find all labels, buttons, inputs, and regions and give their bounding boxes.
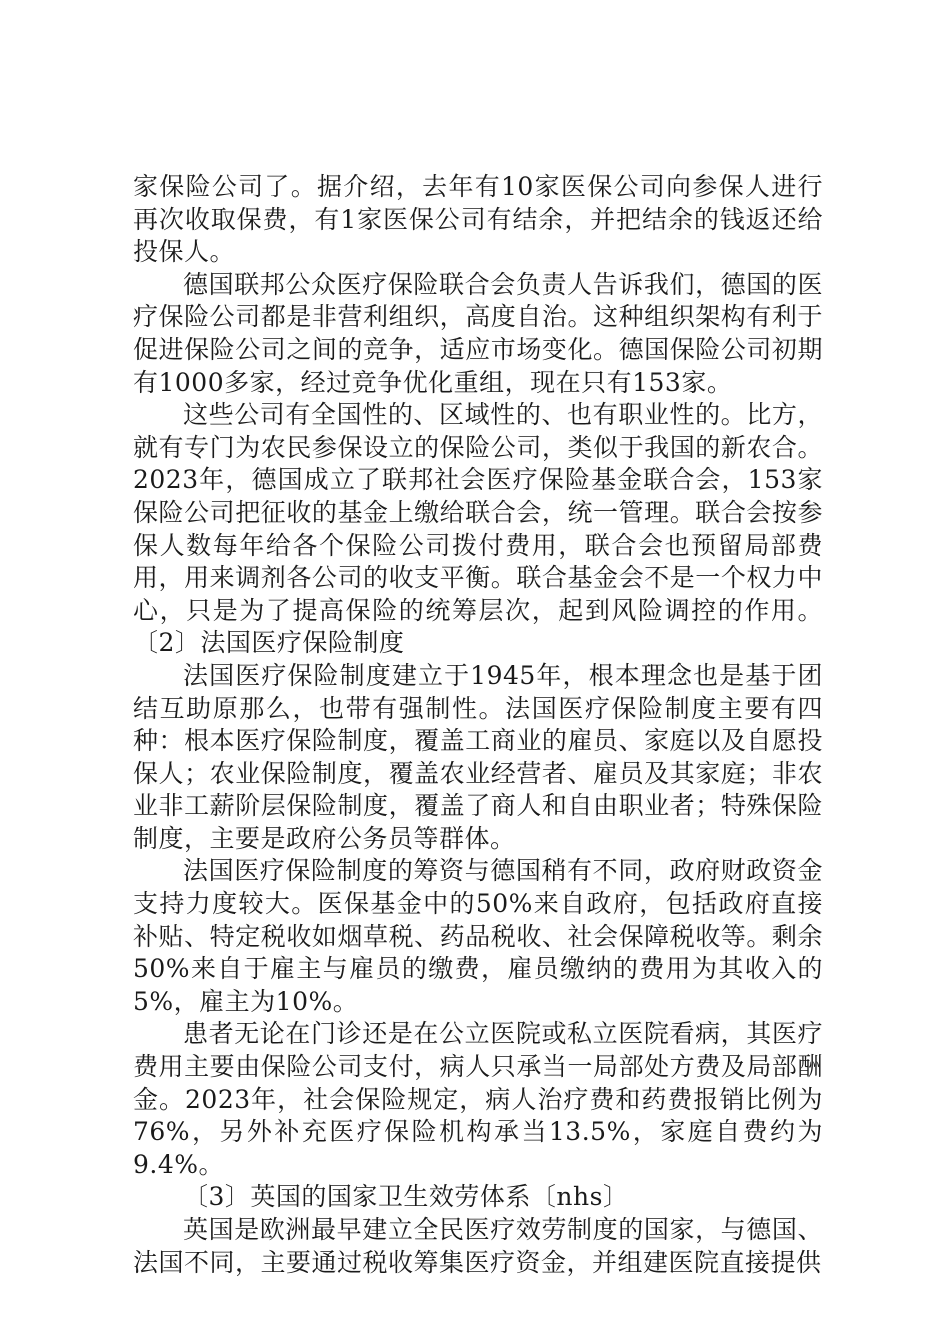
paragraph-german-insurers-types: 这些公司有全国性的、区域性的、也有职业性的。比方，就有专门为农民参保设立的保险公司，类似于我国的新农合。2023年，德国成立了联邦社会医疗保险基金联合会，153家保险公司把征收的基金上缴给联合会，统一管理。联合会按参保人数每年给各个保险公司拨付费用，联合会也预留局部费用，用来调剂各公司的收支平衡。联合基金会不是一个权力中心，只是为了提高保险的统筹层次，起到风险调控的作用。〔2〕法国医疗保险制度 (133, 400, 823, 658)
paragraph-french-financing: 法国医疗保险制度的筹资与德国稍有不同，政府财政资金支持力度较大。医保基金中的50%来自政府，包括政府直接补贴、特定税收如烟草税、药品税收、社会保障税收等。剩余50%来自于雇主与雇员的缴费，雇员缴纳的费用为其收入的5%，雇主为10%。 (133, 856, 823, 1016)
paragraph-french-system: 法国医疗保险制度建立于1945年，根本理念也是基于团结互助原那么，也带有强制性。法国医疗保险制度主要有四种：根本医疗保险制度，覆盖工商业的雇员、家庭以及自愿投保人；农业保险制度，覆盖农业经营者、雇员及其家庭；非农业非工薪阶层保险制度，覆盖了商人和自由职业者；特殊保险制度，主要是政府公务员等群体。 (133, 660, 823, 853)
paragraph-german-insurers-autonomy: 德国联邦公众医疗保险联合会负责人告诉我们，德国的医疗保险公司都是非营利组织，高度自治。这种组织架构有利于促进保险公司之间的竞争，适应市场变化。德国保险公司初期有1000多家，经过竞争优化重组，现在只有153家。 (133, 269, 823, 397)
paragraph-uk-nhs: 英国是欧洲最早建立全民医疗效劳制度的国家，与德国、法国不同，主要通过税收筹集医疗资金，并组建医院直接提供 (133, 1215, 823, 1277)
document-body (133, 171, 823, 1279)
paragraph-french-reimbursement: 患者无论在门诊还是在公立医院或私立医院看病，其医疗费用主要由保险公司支付，病人只承当一局部处方费及局部酬金。2023年，社会保险规定，病人治疗费和药费报销比例为76%，另外补充医疗保险机构承当13.5%，家庭自费约为9.4%。 (133, 1019, 823, 1179)
section-heading-uk-nhs: 〔3〕英国的国家卫生效劳体系〔nhs〕 (183, 1182, 629, 1212)
paragraph-continuation: 家保险公司了。据介绍，去年有10家医保公司向参保人进行再次收取保费，有1家医保公司有结余，并把结余的钱返还给投保人。 (133, 172, 823, 267)
